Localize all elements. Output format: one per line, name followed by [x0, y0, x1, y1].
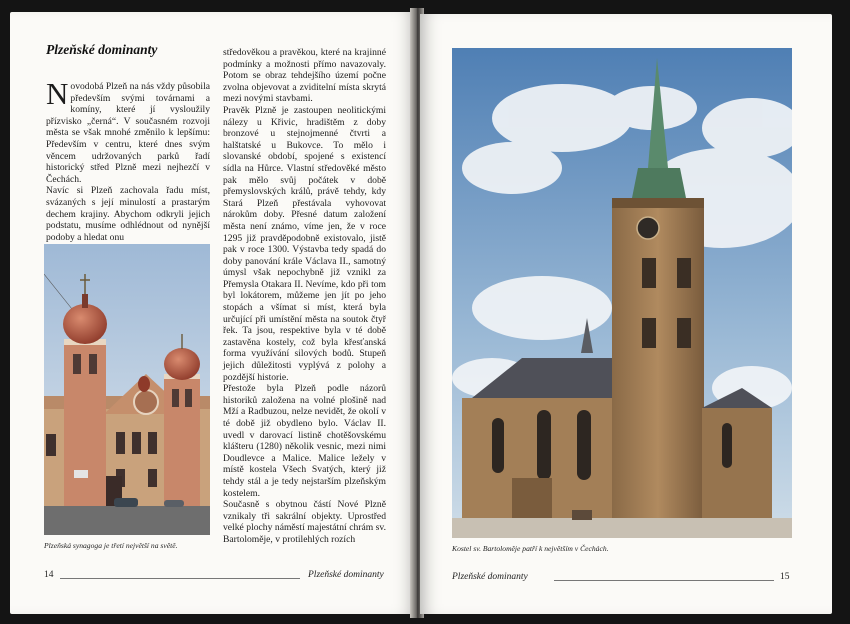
text-column-2	[223, 47, 386, 546]
synagogue-caption: Plzeňská synagoga je třetí největší na světě.	[44, 541, 178, 550]
cathedral-photo	[452, 48, 792, 538]
intro-text: ovodobá Plzeň na nás vždy působila především svými továrnami a komíny, které jí vysloužily přízvisko „černá“. V současném rozvoji města se však mnohé změnilo k lepšímu: Především v centru, které dnes svým věncem udržovaných parků řadí historický střed Plzně mezi nejhezčí v Čechách.	[46, 81, 210, 185]
running-title-left: Plzeňské dominanty	[308, 570, 384, 580]
right-page	[420, 14, 832, 614]
drop-cap: N	[46, 76, 69, 111]
col2-paragraph-3: Přestože byla Plzeň podle názorů historiků založena na volné plošině nad Mží a Radbuzou, nelze nevidět, že okolí v té době již obydleno bylo. Václav II. uvedl v darovací listině chotěšovskému klášteru (1280) několik vesnic, mezi nimi Doudlevce a Malice. Malice ležely v místě kostela Všech Svatých, který již tehdy stál a je tedy nejstarším plzeňským kostelem.	[223, 383, 386, 499]
text-column-1	[46, 76, 210, 243]
intro-paragraph	[46, 76, 210, 185]
left-page	[10, 12, 415, 614]
page-number-left: 14	[44, 570, 54, 580]
footer-rule-left	[60, 578, 300, 579]
second-paragraph: Navíc si Plzeň zachovala řadu míst, svázaných s její minulostí a prastarým dechem krajiny. Abychom odkryli jejich podstatu, musíme odhlédnout od nynější podoby a hledat onu	[46, 185, 210, 243]
page-heading: Plzeňské dominanty	[46, 42, 158, 57]
col2-paragraph-4: Současně s obytnou částí Nové Plzně vznikaly tři sakrální objekty. Uprostřed velké plochy náměstí majestátní chrám sv. Bartoloměje, v protilehlých rozích	[223, 499, 386, 545]
page-number-right: 15	[780, 572, 790, 582]
cathedral-caption: Kostel sv. Bartoloměje patří k největším v Čechách.	[452, 544, 609, 553]
col2-paragraph-2: Pravěk Plzně je zastoupen neolitickými nálezy u Křivic, hradištěm z doby bronzové u stejnojmenné čtvrti a halštatské u Bukovce. To mělo i slovanské období, spojené s existencí sídla na Hůrce. Vlastní středověké město pak mělo svůj počátek v době přemyslovských králů, právě tehdy, kdy Stará Plzeň přestávala vyhovovat nárokům doby. Přesné datum založení města není známo, víme jen, že v roce 1295 již pravděpodobně existovalo, jistě pak v roce 1300. Výstavba tedy spadá do doby panování krále Václava II., samotný úmysl však nepochybně již vznikl za Přemysla Otakara II. Nevíme, kdo při tom byl lokátorem, můžeme jen jít po jeho stopách a všímat si míst, která byla určující při umístění města na soutok čtyř řek. Ta jsou, respektive byla v té době zastavěna kostely, což byla křesťanská forma využívání silových bodů. Stupeň jejich důležitosti vyplývá z polohy a pozdější historie.	[223, 104, 386, 383]
col2-paragraph-1: středověkou a pravěkou, které na krajinné podmínky a možnosti přímo navazovaly. Potom se obraz tehdejšího území počne zvolna objevovat a zviditelní místa skrytá mezi novými stavbami.	[223, 47, 386, 105]
synagogue-photo	[44, 244, 210, 535]
running-title-right: Plzeňské dominanty	[452, 572, 528, 582]
footer-rule-right	[554, 580, 774, 581]
